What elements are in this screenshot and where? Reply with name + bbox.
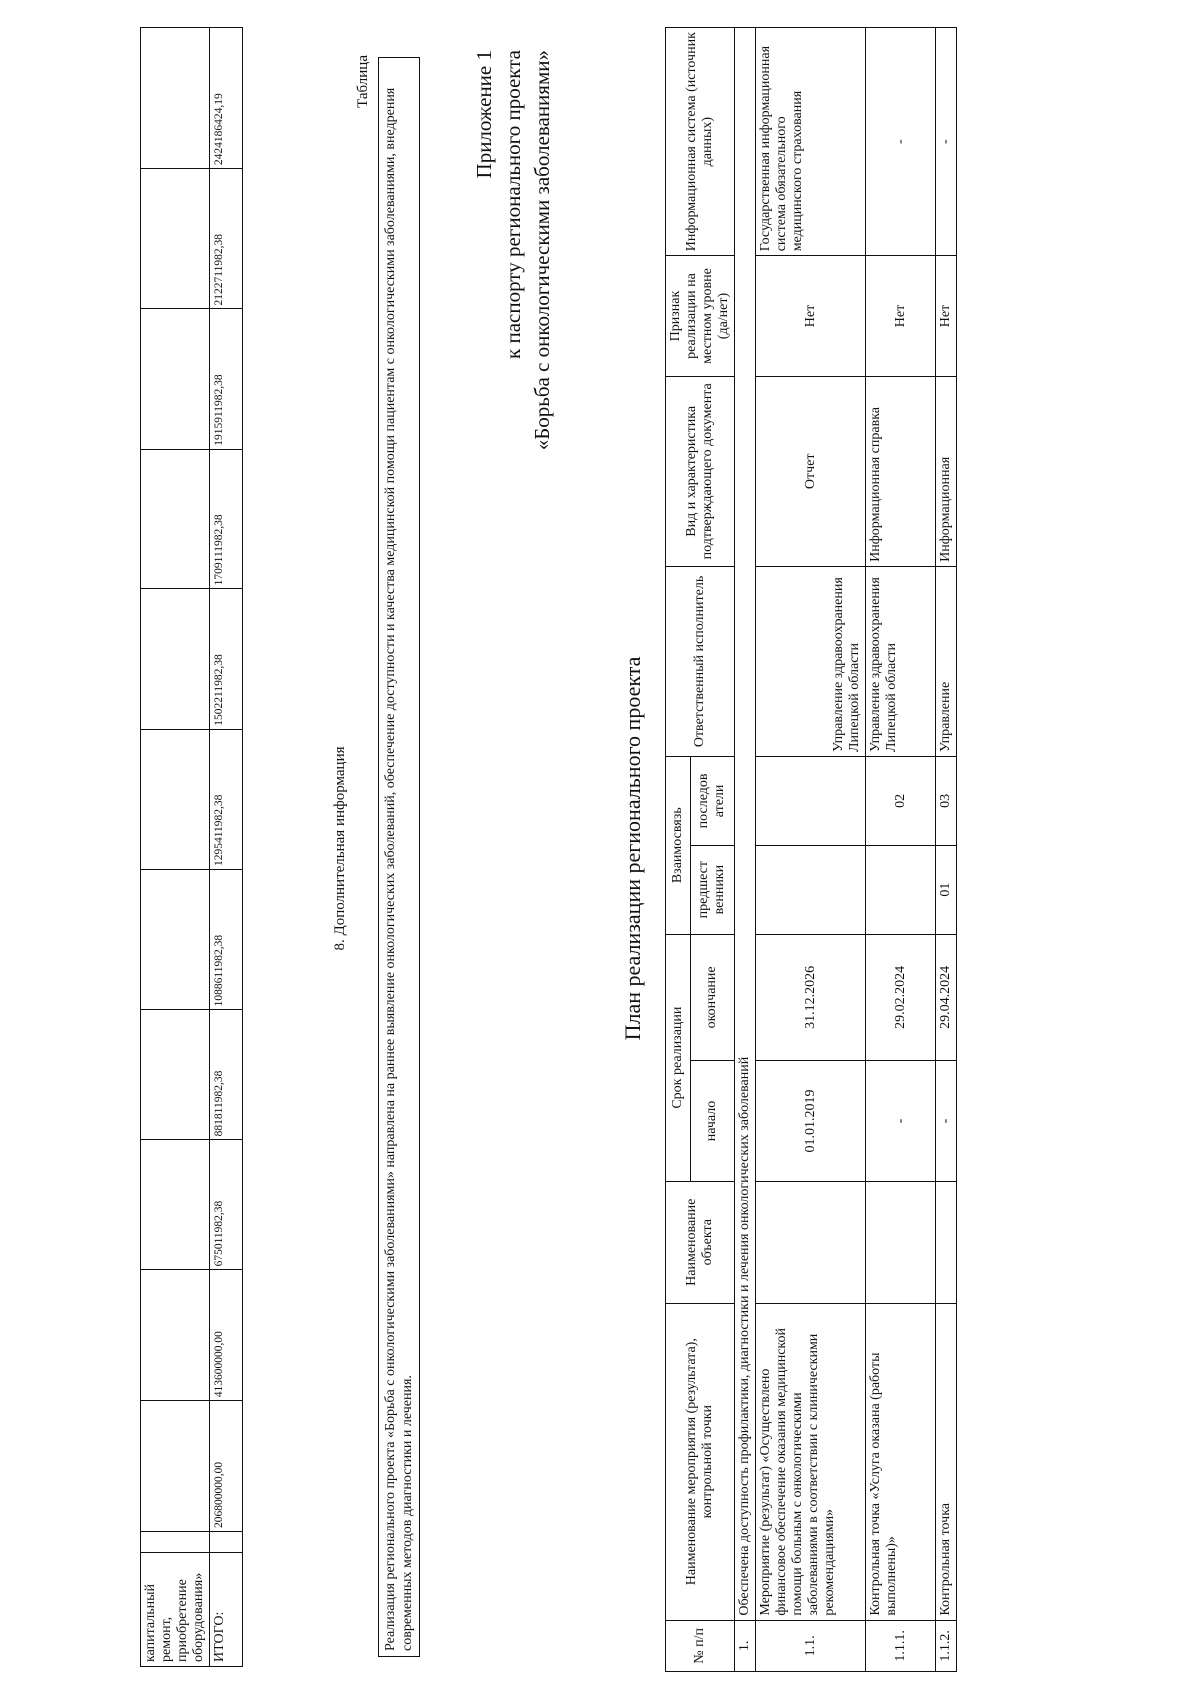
- col-header-end: окончание: [690, 934, 734, 1061]
- appendix-line: Приложение 1: [472, 50, 496, 179]
- col-header-succ: последов атели: [690, 757, 734, 846]
- section-heading: 8. Дополнительная информация: [332, 746, 348, 951]
- col-header-start: начало: [690, 1061, 734, 1181]
- row-succ: [756, 757, 866, 846]
- total-value: 1709111982,38: [210, 449, 243, 589]
- col-header-name: Наименование мероприятия (результата), контрольной точки: [666, 1303, 735, 1620]
- col-header-doc: Вид и характеристика подтверждающего документа: [666, 376, 735, 566]
- total-value: 2122711982,38: [210, 169, 243, 309]
- table-label: Таблица: [355, 55, 371, 108]
- row-end: 31.12.2026: [756, 934, 866, 1061]
- row-pred: 01: [936, 845, 957, 934]
- finance-row-label: капитальный ремонт, приобретение оборудования»: [141, 1553, 210, 1667]
- row-info: Государственная информационная система обязательного медицинского страхования: [756, 28, 866, 256]
- row-pred: [866, 845, 936, 934]
- row-start: -: [866, 1061, 936, 1181]
- row-object: [936, 1181, 957, 1303]
- row-name: Контрольная точка: [936, 1303, 957, 1620]
- row-resp: Управление здравоохранения Липецкой области: [866, 566, 936, 756]
- total-value: 881811982,38: [210, 1010, 243, 1140]
- total-label: ИТОГО:: [210, 1553, 243, 1667]
- row-name: Мероприятие (результат) «Осуществлено финансовое обеспечение оказания медицинской помощи больным с онкологическими заболеваниями в соответствии с клиническими рекомендациями»: [756, 1303, 866, 1620]
- row-object: [866, 1181, 936, 1303]
- section-text: Обеспечена доступность профилактики, диагностики и лечения онкологических заболеваний: [735, 28, 756, 1621]
- appendix-line: «Борьба с онкологическими заболеваниями»: [530, 50, 554, 451]
- col-header-pred: предшест венники: [690, 845, 734, 934]
- total-value: 206800000,00: [210, 1401, 243, 1532]
- total-value: 413600000,00: [210, 1270, 243, 1401]
- row-doc: Информационная справка: [866, 376, 936, 566]
- row-end: 29.02.2024: [866, 934, 936, 1061]
- section-num: 1.: [735, 1620, 756, 1671]
- row-num: 1.1.2.: [936, 1620, 957, 1671]
- row-start: -: [936, 1061, 957, 1181]
- plan-title: План реализации регионального проекта: [620, 656, 645, 1041]
- row-start: 01.01.2019: [756, 1061, 866, 1181]
- row-info: -: [866, 28, 936, 256]
- row-num: 1.1.1.: [866, 1620, 936, 1671]
- total-value: 1502211982,38: [210, 589, 243, 729]
- section-row: [735, 28, 756, 1672]
- row-local: Нет: [756, 256, 866, 376]
- table-row-total: [210, 28, 243, 1667]
- row-resp: Управление: [936, 566, 957, 756]
- header-row: [666, 28, 691, 1672]
- row-info: -: [936, 28, 957, 256]
- col-header-num: № п/п: [666, 1620, 735, 1671]
- row-doc: Информационная: [936, 376, 957, 566]
- total-value: 1915911982,38: [210, 309, 243, 449]
- row-object: [756, 1181, 866, 1303]
- table-row: [866, 28, 936, 1672]
- appendix-heading: [470, 50, 557, 450]
- row-succ: 02: [866, 757, 936, 846]
- col-header-resp: Ответственный исполнитель: [666, 566, 735, 756]
- col-header-term: Срок реализации: [666, 934, 691, 1181]
- additional-info-table: [378, 57, 420, 1657]
- row-local: Нет: [866, 256, 936, 376]
- total-value: 2424186424,19: [210, 28, 243, 169]
- plan-table: [665, 27, 957, 1672]
- row-local: Нет: [936, 256, 957, 376]
- additional-info-text: Реализация регионального проекта «Борьба с онкологическими заболеваниями» направлена на раннее выявление онкологических заболеваний, обеспечение доступности и качества медицинской помощи пациентам с онкологическими заболеваниями, внедрения современных методов диагностики и лечения.: [379, 58, 420, 1657]
- table-row: [756, 28, 866, 1672]
- row-succ: 03: [936, 757, 957, 846]
- row-pred: [756, 845, 866, 934]
- table-row: [141, 28, 210, 1667]
- total-value: 1088611982,38: [210, 870, 243, 1010]
- row-resp: Управление здравоохранения Липецкой области: [756, 566, 866, 756]
- row-doc: Отчет: [756, 376, 866, 566]
- total-value: 1295411982,38: [210, 729, 243, 869]
- row-end: 29.04.2024: [936, 934, 957, 1061]
- col-header-link: Взаимосвязь: [666, 757, 691, 934]
- row-num: 1.1.: [756, 1620, 866, 1671]
- col-header-info: Информационная система (источник данных): [666, 28, 735, 256]
- finance-table: [140, 27, 243, 1667]
- col-header-object: Наименование объекта: [666, 1181, 735, 1303]
- row-name: Контрольная точка «Услуга оказана (работы выполнены)»: [866, 1303, 936, 1620]
- total-value: 675011982,38: [210, 1140, 243, 1270]
- table-row: [936, 28, 957, 1672]
- col-header-local: Признак реализации на местном уровне (да/нет): [666, 256, 735, 376]
- appendix-line: к паспорту регионального проекта: [501, 50, 525, 359]
